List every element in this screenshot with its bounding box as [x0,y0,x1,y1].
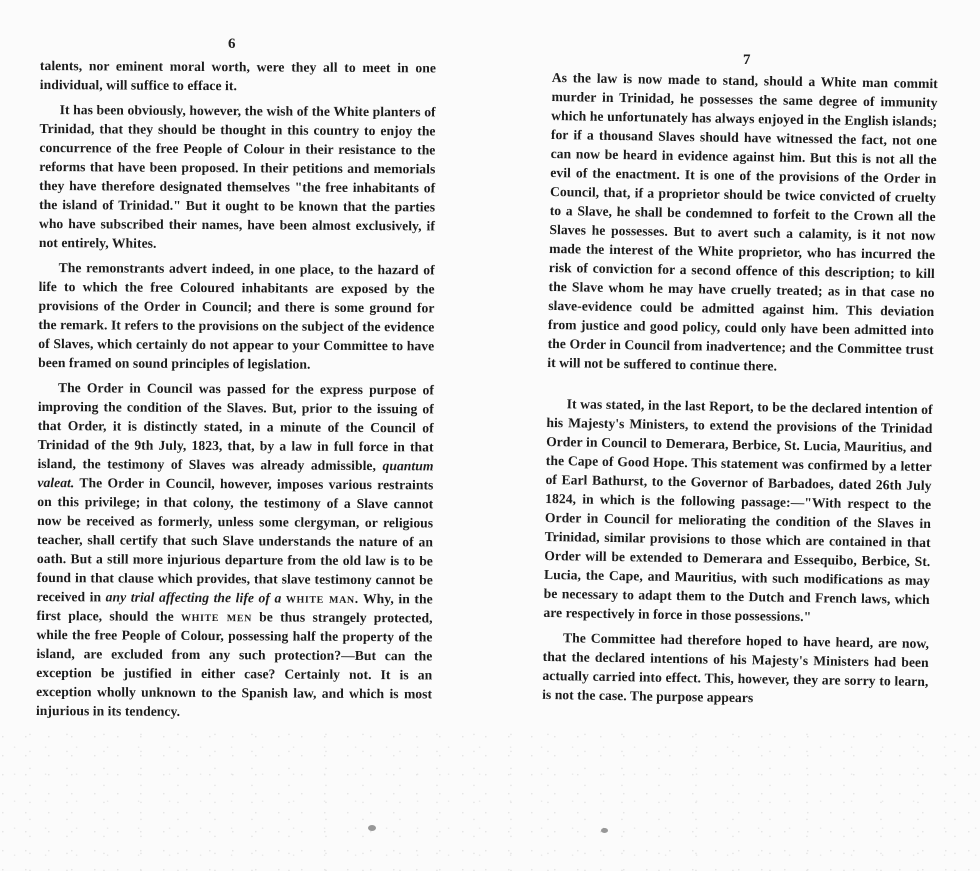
p4-text-4: be thus strangely protected, while the free People of Colour, possessing half the property of the island, are excluded from any such protection?—But can the exception be justified in either case? Certainly not. It is an exception wholly unknown to the Spanish law, and which is most injurious in its tendency. [35,609,433,719]
left-paragraph-1: talents, nor eminent moral worth, were they all to meet in one individual, will suffice to efface it. [39,57,436,94]
p4-text-2: The Order in Council, however, imposes various restraints on this privilege; in that colony, the testimony of a Slave cannot now be received as formerly, unless some clergyman, or religious teacher, shall certify that such Slave understands the nature of an oath. But a still more injurious departure from the old law is to be found in that clause which provides, that slave testimony cannot be received in [36,475,434,605]
p4-text-3: Why, in the first place, should the [36,590,433,624]
right-paragraph-3: The Committee had therefore hoped to have heard, are now, that the declared intentions of his Majesty's Ministers had been actually carried into effect. This, however, they are sorry to learn, is not the case. The purpose appears [542,630,930,706]
left-paragraph-2: It has been obviously, however, the wish of the White planters of Trinidad, that they should be thought in this country to enjoy the concurrence of the free People of Colour in their resistance to the reforms that have been proposed. In their petitions and memorials they have therefore designated themselves "the free inhabitants of the island of Trinidad." But it ought to be known that the parties who have subscribed their names, have been almost exclusively, if not entirely, Whites. [38,102,436,251]
left-paragraph-3: The remonstrants advert indeed, in one place, to the hazard of life to which the free Coloured inhabitants are exposed by the provisions of the Order in Council; and there is some ground for the remark. It refers to the provisions on the subject of the evidence of Slaves, which certainly do not appear to your Committee to have been framed on sound principles of legislation. [38,260,435,372]
p4-smallcaps-white-men: white men [180,608,252,625]
ink-smudge-right [601,828,608,833]
right-page-text [542,68,938,710]
p4-smallcaps-white-man: white man. [285,590,359,606]
p4-text-1: The Order in Council was passed for the express purpose of improving the condition of the Slaves. But, prior to the issuing of that Order, it is distinctly stated, in a minute of the Council of Trinidad of the 9th July, 1823, that, by a law in full force in that island, the testimony of Slaves was already admissible, [37,380,435,474]
p4-italic-trial: any trial affecting the life of a [105,589,282,606]
left-page-number: 6 [228,36,236,52]
paper-specks [0,731,980,871]
right-page-number: 7 [743,52,751,68]
right-paragraph-2: It was stated, in the last Report, to be the declared intention of his Majesty's Ministers, to extend the provisions of the Trinidad Order in Council to Demerara, Berbice, St. Lucia, Mauritius, and the Cape of Good Hope. This statement was confirmed by a letter of Earl Bathurst, to the Governor of Barbadoes, dated 26th July 1824, in which is the following passage:—"With respect to the Order in Council for meliorating the condition of the Slaves in Trinidad, similar provisions to those which are contained in that Order will be extended to Demerara and Essequibo, Berbice, St. Lucia, the Cape, and Mauritius, with such modifications as may be necessary to adapt them to the Dutch and French laws, which are respectively in force in those possessions." [543,396,933,625]
p4-italic-quantum: quantum valeat. [37,458,434,491]
left-page-text [36,56,436,722]
left-paragraph-4 [36,378,434,722]
right-paragraph-1: As the law is now made to stand, should a White man commit murder in Trinidad, he possesses the same degree of immunity which he unfortunately has always enjoyed in the English islands; for if a thousand Slaves should have witnessed the fact, not one can now be heard in evidence against him. But this is not all the evil of the enactment. It is one of the provisions of the Order in Council, that, if a proprietor should be twice convicted of cruelty to a Slave, he shall be condemned to forfeit to the Crown all the Slaves he possesses. But to avert such a calamity, is it not now made the interest of the White proprietor, who has incurred the risk of conviction for a second offence of this description; to kill the Slave whom he may have cruelly treated; as in that case no slave-evidence could be admitted against him. This deviation from justice and good policy, could only have been admitted into the Order in Council from inadvertence; and the Committee trust it will not be suffered to continue there. [547,69,938,374]
ink-smudge-left [368,825,376,831]
